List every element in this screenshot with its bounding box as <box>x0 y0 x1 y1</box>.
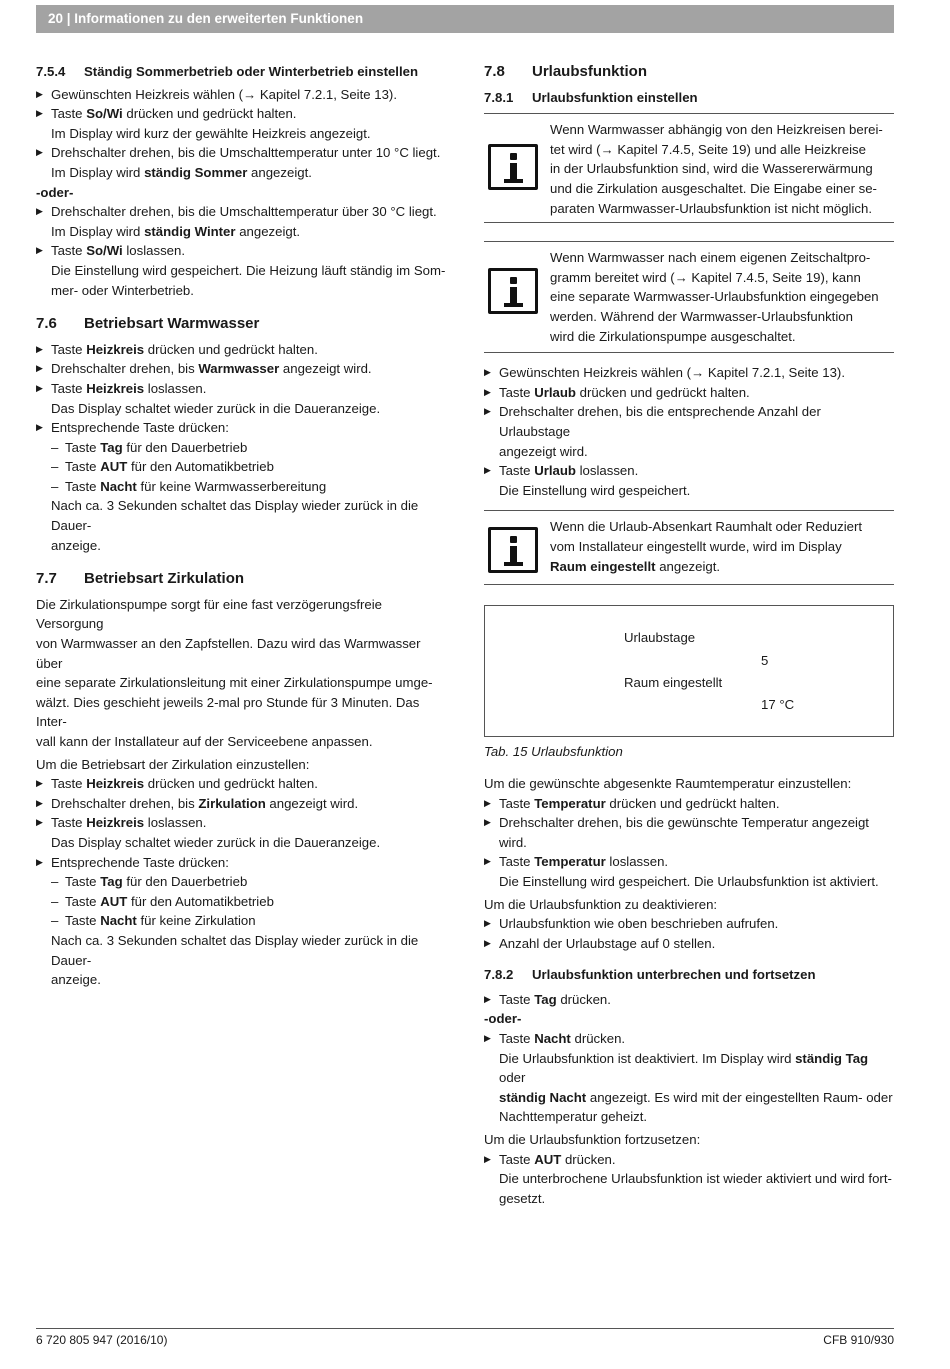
step-result: Die unterbrochene Urlaubsfunktion ist wieder aktiviert und wird fort- <box>499 1171 892 1187</box>
display-value-days: 5 <box>761 653 769 669</box>
info-note: Wenn die Urlaub-Absenkart Raumhalt oder Reduziert vom Installateur eingestellt wurde, wird im Display Raum eingestellt angezeigt. <box>484 510 894 585</box>
info-icon <box>488 527 538 573</box>
left-column <box>36 62 448 990</box>
section-heading-7-8-2: 7.8.2 Urlaubsfunktion unterbrechen und fortsetzen <box>484 967 816 983</box>
dash-item: – Taste AUT für den Automatikbetrieb <box>36 457 448 477</box>
display-illustration <box>484 605 894 737</box>
step-result: Die Einstellung wird gespeichert. <box>499 482 691 498</box>
instruction-step: ▶ Taste So/Wi loslassen. <box>36 241 448 261</box>
step-result: Nach ca. 3 Sekunden schaltet das Display wieder zurück in die Dauer- <box>51 498 419 534</box>
paragraph: Die Zirkulationspumpe sorgt für eine fast verzögerungsfreie Versorgung von Warmwasser an den Zapfstellen. Dazu wird das Warmwasser über eine separate Zirkulationsleitung mit einer Zirkulationspumpe umge- wälzt. Dies geschieht jeweils 2-mal pro Stunde für 3 Minuten. Das Inter- vall kann der Installateur auf der Serviceebene anpassen. <box>36 596 433 749</box>
dash-item: – Taste AUT für den Automatikbetrieb <box>36 892 448 912</box>
info-note: Wenn Warmwasser abhängig von den Heizkreisen berei- tet wird (→ Kapitel 7.4.5, Seite 19) und alle Heizkreise in der Urlaubsfunktion sind, wird die Wassererwärmung und die Zirkulation ausgeschaltet. Die Eingabe einer se- paraten Warmwasser-Urlaubsfunktion ist nicht möglich. <box>484 113 894 223</box>
step-result: Nach ca. 3 Sekunden schaltet das Display wieder zurück in die Dauer- <box>51 932 419 968</box>
instruction-step: ▶ Taste Heizkreis loslassen. <box>36 813 448 833</box>
step-result: Die Urlaubsfunktion ist deaktiviert. Im Display wird ständig Tag oder <box>499 1050 869 1086</box>
display-value-temperature: 17 °C <box>761 697 795 713</box>
step-result: mer- oder Winterbetrieb. <box>51 282 194 298</box>
instruction-step: ▶ Gewünschten Heizkreis wählen (→ Kapitel 7.2.1, Seite 13). <box>36 85 448 105</box>
section-heading-7-8: 7.8 Urlaubsfunktion <box>484 63 647 80</box>
instruction-step: ▶ Drehschalter drehen, bis Zirkulation angezeigt wird. <box>36 794 448 814</box>
step-result: Die Einstellung wird gespeichert. Die Heizung läuft ständig im Som- <box>51 262 446 278</box>
instruction-step: ▶ Taste Urlaub loslassen. <box>484 461 894 481</box>
instruction-step: ▶ Taste Temperatur loslassen. <box>484 852 894 872</box>
page-footer <box>36 1328 894 1347</box>
instruction-step: ▶ Drehschalter drehen, bis die entsprechende Anzahl der Urlaubstage <box>484 402 894 441</box>
step-result: Nachttemperatur geheizt. <box>499 1109 648 1125</box>
dash-item: – Taste Nacht für keine Zirkulation <box>36 911 448 931</box>
step-result: Die Einstellung wird gespeichert. Die Urlaubsfunktion ist aktiviert. <box>499 873 879 889</box>
oder-separator: -oder- <box>484 1011 522 1027</box>
page-header: 20 | Informationen zu den erweiterten Funktionen <box>36 5 894 33</box>
instruction-step: ▶ Drehschalter drehen, bis die Umschalttemperatur über 30 °C liegt. <box>36 202 448 222</box>
step-result: Im Display wird ständig Winter angezeigt. <box>51 223 301 239</box>
paragraph: Um die Urlaubsfunktion fortzusetzen: <box>484 1132 701 1148</box>
info-icon <box>488 144 538 190</box>
product-name: CFB 910/930 <box>823 1333 894 1347</box>
section-heading-7-7: 7.7 Betriebsart Zirkulation <box>36 570 245 588</box>
step-result: Das Display schaltet wieder zurück in die Daueranzeige. <box>51 834 381 850</box>
paragraph: Um die gewünschte abgesenkte Raumtemperatur einzustellen: <box>484 775 852 791</box>
document-number: 6 720 805 947 (2016/10) <box>36 1333 168 1347</box>
instruction-step: ▶ Drehschalter drehen, bis die Umschalttemperatur unter 10 °C liegt. <box>36 143 448 163</box>
instruction-step: ▶ Drehschalter drehen, bis die gewünschte Temperatur angezeigt wird. <box>484 813 894 852</box>
instruction-step: ▶ Entsprechende Taste drücken: <box>36 853 448 873</box>
instruction-step: ▶ Taste Heizkreis drücken und gedrückt halten. <box>36 774 448 794</box>
dash-item: – Taste Tag für den Dauerbetrieb <box>36 872 448 892</box>
step-result: Das Display schaltet wieder zurück in die Daueranzeige. <box>51 400 381 416</box>
instruction-step: ▶ Entsprechende Taste drücken: <box>36 418 448 438</box>
instruction-step: ▶ Taste AUT drücken. <box>484 1150 894 1170</box>
step-result: Im Display wird kurz der gewählte Heizkreis angezeigt. <box>51 125 371 141</box>
section-heading-7-6: 7.6 Betriebsart Warmwasser <box>36 315 260 333</box>
oder-separator: -oder- <box>36 184 74 200</box>
right-column <box>484 62 894 1208</box>
step-result: gesetzt. <box>499 1190 546 1206</box>
instruction-step: ▶ Gewünschten Heizkreis wählen (→ Kapitel 7.2.1, Seite 13). <box>484 363 894 383</box>
info-note: Wenn Warmwasser nach einem eigenen Zeitschaltpro- gramm bereitet wird (→ Kapitel 7.4.5, Seite 19), kann eine separate Warmwasser-Urlaubsfunktion eingegeben werden. Während der Warmwasser-Urlaubsfunktion wird die Zirkulationspumpe ausgeschaltet. <box>484 241 894 353</box>
instruction-step: ▶ Urlaubsfunktion wie oben beschrieben aufrufen. <box>484 914 894 934</box>
instruction-step: ▶ Taste Temperatur drücken und gedrückt halten. <box>484 794 894 814</box>
instruction-step: ▶ Taste Nacht drücken. <box>484 1029 894 1049</box>
step-result: angezeigt wird. <box>499 443 588 459</box>
instruction-step: ▶ Anzahl der Urlaubstage auf 0 stellen. <box>484 934 894 954</box>
section-heading-7-8-1: 7.8.1 Urlaubsfunktion einstellen <box>484 89 698 105</box>
info-icon <box>488 268 538 314</box>
dash-item: – Taste Nacht für keine Warmwasserbereitung <box>36 477 448 497</box>
step-result: Im Display wird ständig Sommer angezeigt. <box>51 164 312 180</box>
table-caption: Tab. 15 Urlaubsfunktion <box>484 744 623 760</box>
instruction-step: ▶ Drehschalter drehen, bis Warmwasser angezeigt wird. <box>36 359 448 379</box>
instruction-step: ▶ Taste Heizkreis loslassen. <box>36 379 448 399</box>
instruction-step: ▶ Taste Urlaub drücken und gedrückt halten. <box>484 383 894 403</box>
step-result: anzeige. <box>51 537 101 553</box>
paragraph: Um die Urlaubsfunktion zu deaktivieren: <box>484 896 718 912</box>
instruction-step: ▶ Taste Tag drücken. <box>484 990 894 1010</box>
section-heading-7-5-4: 7.5.4 Ständig Sommerbetrieb oder Winterbetrieb einstellen <box>36 64 419 79</box>
instruction-step: ▶ Taste So/Wi drücken und gedrückt halten. <box>36 104 448 124</box>
display-label-raum: Raum eingestellt <box>624 675 723 691</box>
display-label-urlaubstage: Urlaubstage <box>624 630 696 646</box>
paragraph: Um die Betriebsart der Zirkulation einzustellen: <box>36 756 310 772</box>
step-result: ständig Nacht angezeigt. Es wird mit der eingestellten Raum- oder <box>499 1089 893 1105</box>
step-result: anzeige. <box>51 972 101 988</box>
dash-item: – Taste Tag für den Dauerbetrieb <box>36 438 448 458</box>
instruction-step: ▶ Taste Heizkreis drücken und gedrückt halten. <box>36 340 448 360</box>
